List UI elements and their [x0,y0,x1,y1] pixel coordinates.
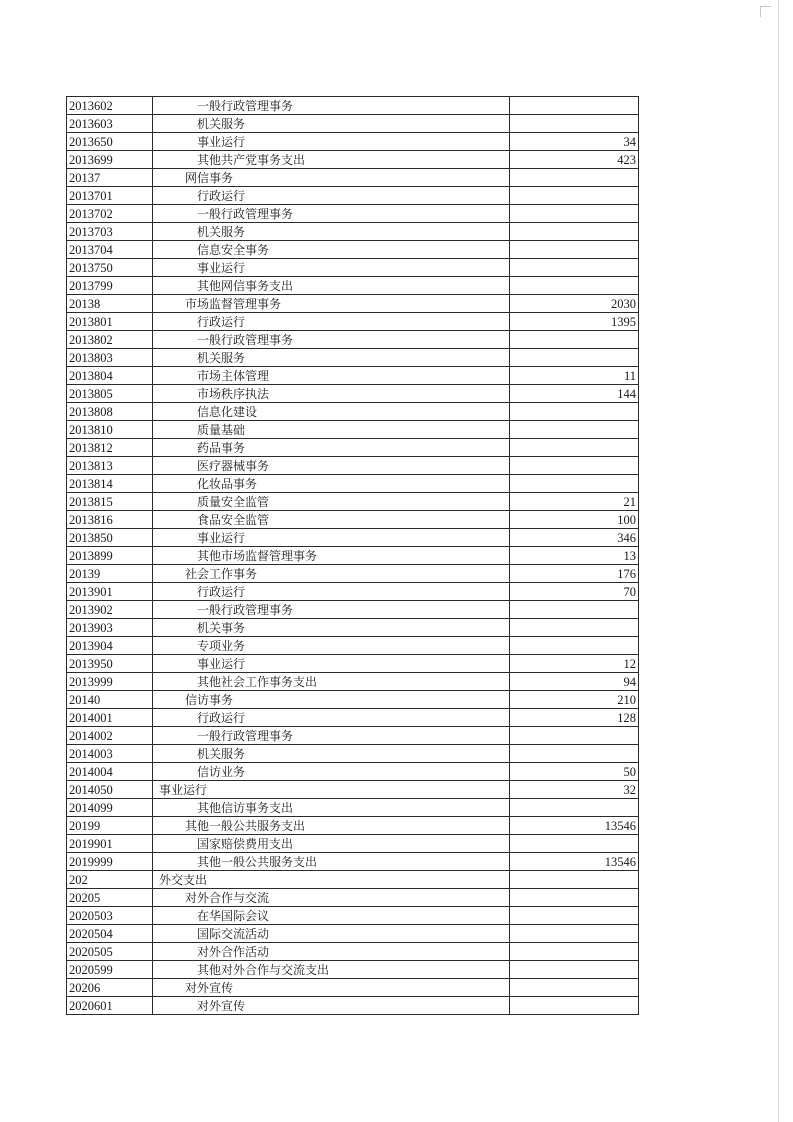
subject-name-cell: 行政运行 [152,313,509,331]
table-row [67,259,639,277]
subject-code-cell: 2014001 [67,709,153,727]
table-row [67,187,639,205]
subject-code-cell: 2013815 [67,493,153,511]
expenditure-table [66,96,639,1015]
subject-code-cell: 2013803 [67,349,153,367]
subject-code-cell: 2013899 [67,547,153,565]
table-row [67,691,639,709]
subject-code-cell: 20138 [67,295,153,313]
table-row [67,223,639,241]
subject-name-cell: 其他一般公共服务支出 [152,853,509,871]
subject-name-cell: 在华国际会议 [152,907,509,925]
subject-code-cell: 2013810 [67,421,153,439]
subject-name-cell: 外交支出 [152,871,509,889]
table-row [67,529,639,547]
amount-cell [510,979,639,997]
subject-code-cell: 2013804 [67,367,153,385]
subject-code-cell: 2019999 [67,853,153,871]
table-row [67,997,639,1015]
table-row [67,565,639,583]
table-row [67,493,639,511]
table-row [67,817,639,835]
subject-name-cell: 其他对外合作与交流支出 [152,961,509,979]
subject-code-cell: 2020599 [67,961,153,979]
table-row [67,979,639,997]
amount-cell: 144 [510,385,639,403]
subject-name-cell: 机关服务 [152,349,509,367]
subject-name-cell: 事业运行 [152,781,509,799]
amount-cell: 128 [510,709,639,727]
amount-cell: 50 [510,763,639,781]
table-row [67,655,639,673]
subject-name-cell: 专项业务 [152,637,509,655]
table-row [67,961,639,979]
subject-code-cell: 2013802 [67,331,153,349]
subject-name-cell: 其他信访事务支出 [152,799,509,817]
subject-code-cell: 2013999 [67,673,153,691]
subject-name-cell: 机关事务 [152,619,509,637]
table-row [67,511,639,529]
subject-name-cell: 网信事务 [152,169,509,187]
table-row [67,619,639,637]
subject-code-cell: 2013799 [67,277,153,295]
amount-cell [510,115,639,133]
amount-cell [510,439,639,457]
page-edge-line [778,0,779,1122]
table-row [67,601,639,619]
subject-name-cell: 信息安全事务 [152,241,509,259]
subject-name-cell: 信息化建设 [152,403,509,421]
subject-code-cell: 20199 [67,817,153,835]
table-row [67,637,639,655]
table-row [67,925,639,943]
subject-name-cell: 机关服务 [152,223,509,241]
amount-cell: 2030 [510,295,639,313]
amount-cell [510,745,639,763]
subject-name-cell: 机关服务 [152,115,509,133]
subject-name-cell: 信访业务 [152,763,509,781]
amount-cell: 21 [510,493,639,511]
amount-cell [510,925,639,943]
subject-code-cell: 20206 [67,979,153,997]
subject-code-cell: 2013813 [67,457,153,475]
amount-cell [510,187,639,205]
subject-code-cell: 2013901 [67,583,153,601]
subject-name-cell: 其他一般公共服务支出 [152,817,509,835]
amount-cell: 100 [510,511,639,529]
subject-code-cell: 2013903 [67,619,153,637]
subject-name-cell: 行政运行 [152,583,509,601]
subject-code-cell: 2013603 [67,115,153,133]
subject-code-cell: 2013814 [67,475,153,493]
table-row [67,403,639,421]
subject-code-cell: 20140 [67,691,153,709]
amount-cell: 12 [510,655,639,673]
subject-name-cell: 市场秩序执法 [152,385,509,403]
table-row [67,673,639,691]
amount-cell: 1395 [510,313,639,331]
table-row [67,457,639,475]
amount-cell [510,871,639,889]
table-row [67,799,639,817]
subject-code-cell: 2013750 [67,259,153,277]
subject-code-cell: 2014002 [67,727,153,745]
table-row [67,907,639,925]
subject-name-cell: 其他共产党事务支出 [152,151,509,169]
amount-cell [510,97,639,115]
amount-cell [510,277,639,295]
subject-code-cell: 2013808 [67,403,153,421]
table-row [67,205,639,223]
expenditure-table-body [67,97,639,1015]
subject-name-cell: 质量基础 [152,421,509,439]
amount-cell [510,601,639,619]
subject-code-cell: 20205 [67,889,153,907]
subject-code-cell: 2013801 [67,313,153,331]
subject-code-cell: 2013650 [67,133,153,151]
subject-code-cell: 20137 [67,169,153,187]
subject-code-cell: 2013816 [67,511,153,529]
amount-cell [510,403,639,421]
subject-code-cell: 2013805 [67,385,153,403]
table-row [67,421,639,439]
subject-code-cell: 2020503 [67,907,153,925]
subject-name-cell: 国家赔偿费用支出 [152,835,509,853]
amount-cell: 11 [510,367,639,385]
subject-name-cell: 事业运行 [152,133,509,151]
amount-cell: 210 [510,691,639,709]
table-row [67,169,639,187]
subject-name-cell: 对外宣传 [152,997,509,1015]
table-row [67,781,639,799]
subject-name-cell: 社会工作事务 [152,565,509,583]
amount-cell [510,637,639,655]
subject-name-cell: 其他市场监督管理事务 [152,547,509,565]
subject-name-cell: 市场监督管理事务 [152,295,509,313]
amount-cell: 32 [510,781,639,799]
subject-code-cell: 2019901 [67,835,153,853]
table-row [67,133,639,151]
subject-name-cell: 质量安全监管 [152,493,509,511]
subject-name-cell: 事业运行 [152,259,509,277]
subject-code-cell: 2013904 [67,637,153,655]
subject-code-cell: 2013602 [67,97,153,115]
amount-cell: 13546 [510,853,639,871]
amount-cell [510,997,639,1015]
table-row [67,943,639,961]
amount-cell: 176 [510,565,639,583]
subject-name-cell: 一般行政管理事务 [152,601,509,619]
table-row [67,385,639,403]
table-row [67,709,639,727]
subject-code-cell: 2020505 [67,943,153,961]
subject-code-cell: 202 [67,871,153,889]
amount-cell [510,349,639,367]
subject-name-cell: 国际交流活动 [152,925,509,943]
subject-code-cell: 20139 [67,565,153,583]
subject-code-cell: 2013812 [67,439,153,457]
amount-cell [510,475,639,493]
amount-cell [510,889,639,907]
table-row [67,295,639,313]
amount-cell [510,943,639,961]
amount-cell [510,457,639,475]
subject-code-cell: 2020601 [67,997,153,1015]
subject-name-cell: 市场主体管理 [152,367,509,385]
subject-name-cell: 事业运行 [152,529,509,547]
subject-code-cell: 2020504 [67,925,153,943]
table-row [67,241,639,259]
subject-name-cell: 事业运行 [152,655,509,673]
subject-name-cell: 行政运行 [152,187,509,205]
table-row [67,97,639,115]
amount-cell [510,259,639,277]
subject-name-cell: 机关服务 [152,745,509,763]
table-row [67,763,639,781]
subject-name-cell: 一般行政管理事务 [152,97,509,115]
amount-cell [510,169,639,187]
table-row [67,583,639,601]
amount-cell: 94 [510,673,639,691]
amount-cell [510,205,639,223]
table-row [67,151,639,169]
subject-name-cell: 对外合作活动 [152,943,509,961]
page-corner-mark [760,6,771,17]
amount-cell [510,331,639,349]
subject-code-cell: 2013702 [67,205,153,223]
table-row [67,367,639,385]
amount-cell [510,421,639,439]
table-row [67,853,639,871]
subject-name-cell: 一般行政管理事务 [152,727,509,745]
subject-code-cell: 2014050 [67,781,153,799]
subject-name-cell: 对外宣传 [152,979,509,997]
amount-cell: 34 [510,133,639,151]
subject-name-cell: 对外合作与交流 [152,889,509,907]
table-row [67,547,639,565]
amount-cell [510,907,639,925]
table-row [67,349,639,367]
amount-cell: 13 [510,547,639,565]
subject-name-cell: 药品事务 [152,439,509,457]
amount-cell [510,799,639,817]
amount-cell [510,835,639,853]
amount-cell: 346 [510,529,639,547]
subject-name-cell: 一般行政管理事务 [152,205,509,223]
subject-name-cell: 其他网信事务支出 [152,277,509,295]
table-row [67,115,639,133]
amount-cell: 13546 [510,817,639,835]
subject-name-cell: 食品安全监管 [152,511,509,529]
subject-code-cell: 2013850 [67,529,153,547]
subject-code-cell: 2013703 [67,223,153,241]
table-row [67,331,639,349]
table-row [67,277,639,295]
table-row [67,889,639,907]
table-row [67,727,639,745]
subject-name-cell: 行政运行 [152,709,509,727]
amount-cell [510,961,639,979]
subject-name-cell: 其他社会工作事务支出 [152,673,509,691]
amount-cell [510,241,639,259]
subject-name-cell: 化妆品事务 [152,475,509,493]
amount-cell: 423 [510,151,639,169]
subject-code-cell: 2013950 [67,655,153,673]
subject-name-cell: 医疗器械事务 [152,457,509,475]
subject-code-cell: 2013701 [67,187,153,205]
subject-code-cell: 2014099 [67,799,153,817]
amount-cell [510,619,639,637]
table-row [67,871,639,889]
subject-code-cell: 2014003 [67,745,153,763]
amount-cell [510,727,639,745]
amount-cell [510,223,639,241]
subject-code-cell: 2013699 [67,151,153,169]
table-row [67,745,639,763]
table-row [67,475,639,493]
subject-code-cell: 2013704 [67,241,153,259]
subject-code-cell: 2014004 [67,763,153,781]
subject-name-cell: 信访事务 [152,691,509,709]
subject-code-cell: 2013902 [67,601,153,619]
table-row [67,835,639,853]
amount-cell: 70 [510,583,639,601]
table-row [67,439,639,457]
table-row [67,313,639,331]
subject-name-cell: 一般行政管理事务 [152,331,509,349]
